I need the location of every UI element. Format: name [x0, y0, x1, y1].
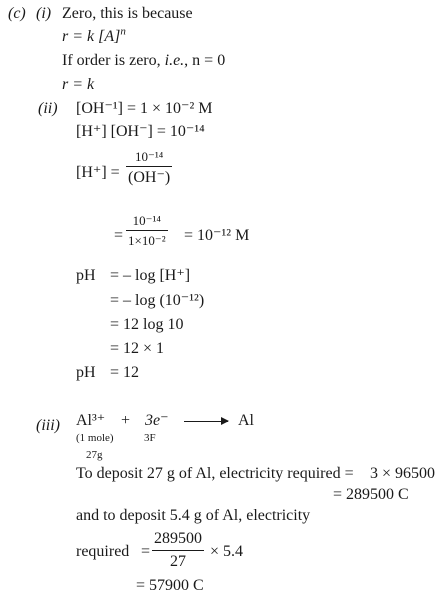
h-ion-fraction-numerator: 10⁻¹⁴ [134, 149, 164, 164]
hydroxide-concentration: [OH⁻¹] = 1 × 10⁻² M [76, 100, 213, 117]
required-label: required [76, 543, 130, 560]
h-ion-result: = 10⁻¹² M [184, 227, 250, 244]
fraction-bar [152, 550, 204, 551]
charge-fraction-numerator: 289500 [154, 530, 202, 547]
charge-fraction [152, 531, 204, 570]
h-ion-fraction-2 [126, 214, 168, 247]
ph-step-4: = 12 × 1 [110, 340, 165, 357]
three-faraday-label: 3F [144, 432, 156, 444]
reaction-arrow-row [178, 413, 234, 429]
h-ion-fraction-2-denominator: 1×10⁻² [128, 233, 166, 248]
deposit-27g-value: 3 × 96500 [370, 465, 436, 482]
deposit-27g-text: To deposit 27 g of Al, electricity required = [76, 465, 354, 482]
aluminium-ion: Al³⁺ [76, 412, 106, 429]
part-i-label: (i) [36, 5, 52, 22]
rate-law: r = k $[A]^n$ [62, 25, 126, 45]
rate-equals-k: r = k [62, 76, 95, 93]
equals-sign: = [114, 227, 124, 244]
h-ion-lhs: [H⁺] = [76, 164, 120, 181]
ionic-product: [H⁺] [OH⁻] = 10⁻¹⁴ [76, 123, 205, 140]
equals-sign: = [141, 543, 151, 560]
electrons: 3e⁻ [145, 412, 169, 429]
ph-answer: = 12 [110, 364, 140, 381]
one-mole-label: (1 mole) [76, 432, 114, 444]
h-ion-fraction-denominator: (OH⁻) [128, 169, 171, 186]
h-ion-fraction-2-numerator: 10⁻¹⁴ [132, 213, 161, 228]
ph-step-2: = – log (10⁻¹²) [110, 292, 205, 309]
ph-step-1: = – log [H⁺] [110, 267, 191, 284]
final-answer: = 57900 C [136, 577, 204, 594]
deposit-27g-total: = 289500 C [333, 486, 409, 503]
plus-sign: + [121, 412, 131, 429]
h-ion-fraction [126, 150, 172, 186]
reaction-arrow [184, 421, 228, 422]
deposit-5-4g-text: and to deposit 5.4 g of Al, electricity [76, 507, 311, 524]
fraction-bar [126, 230, 168, 231]
molar-mass-label: 27g [86, 449, 103, 461]
zero-order-condition: If order is zero, i.e., n = 0 [62, 52, 226, 69]
part-iii-label: (iii) [36, 417, 60, 434]
ph-label: pH [76, 267, 96, 284]
fraction-bar [126, 166, 172, 167]
aluminium-product: Al [238, 412, 254, 429]
charge-fraction-denominator: 27 [170, 553, 186, 570]
part-ii-label: (ii) [38, 100, 58, 117]
multiply-mass: × 5.4 [210, 543, 244, 560]
part-c-label: (c) [8, 5, 26, 22]
ph-step-3: = 12 log 10 [110, 316, 184, 333]
ph-label: pH [76, 364, 96, 381]
zero-order-statement: Zero, this is because [62, 5, 193, 22]
